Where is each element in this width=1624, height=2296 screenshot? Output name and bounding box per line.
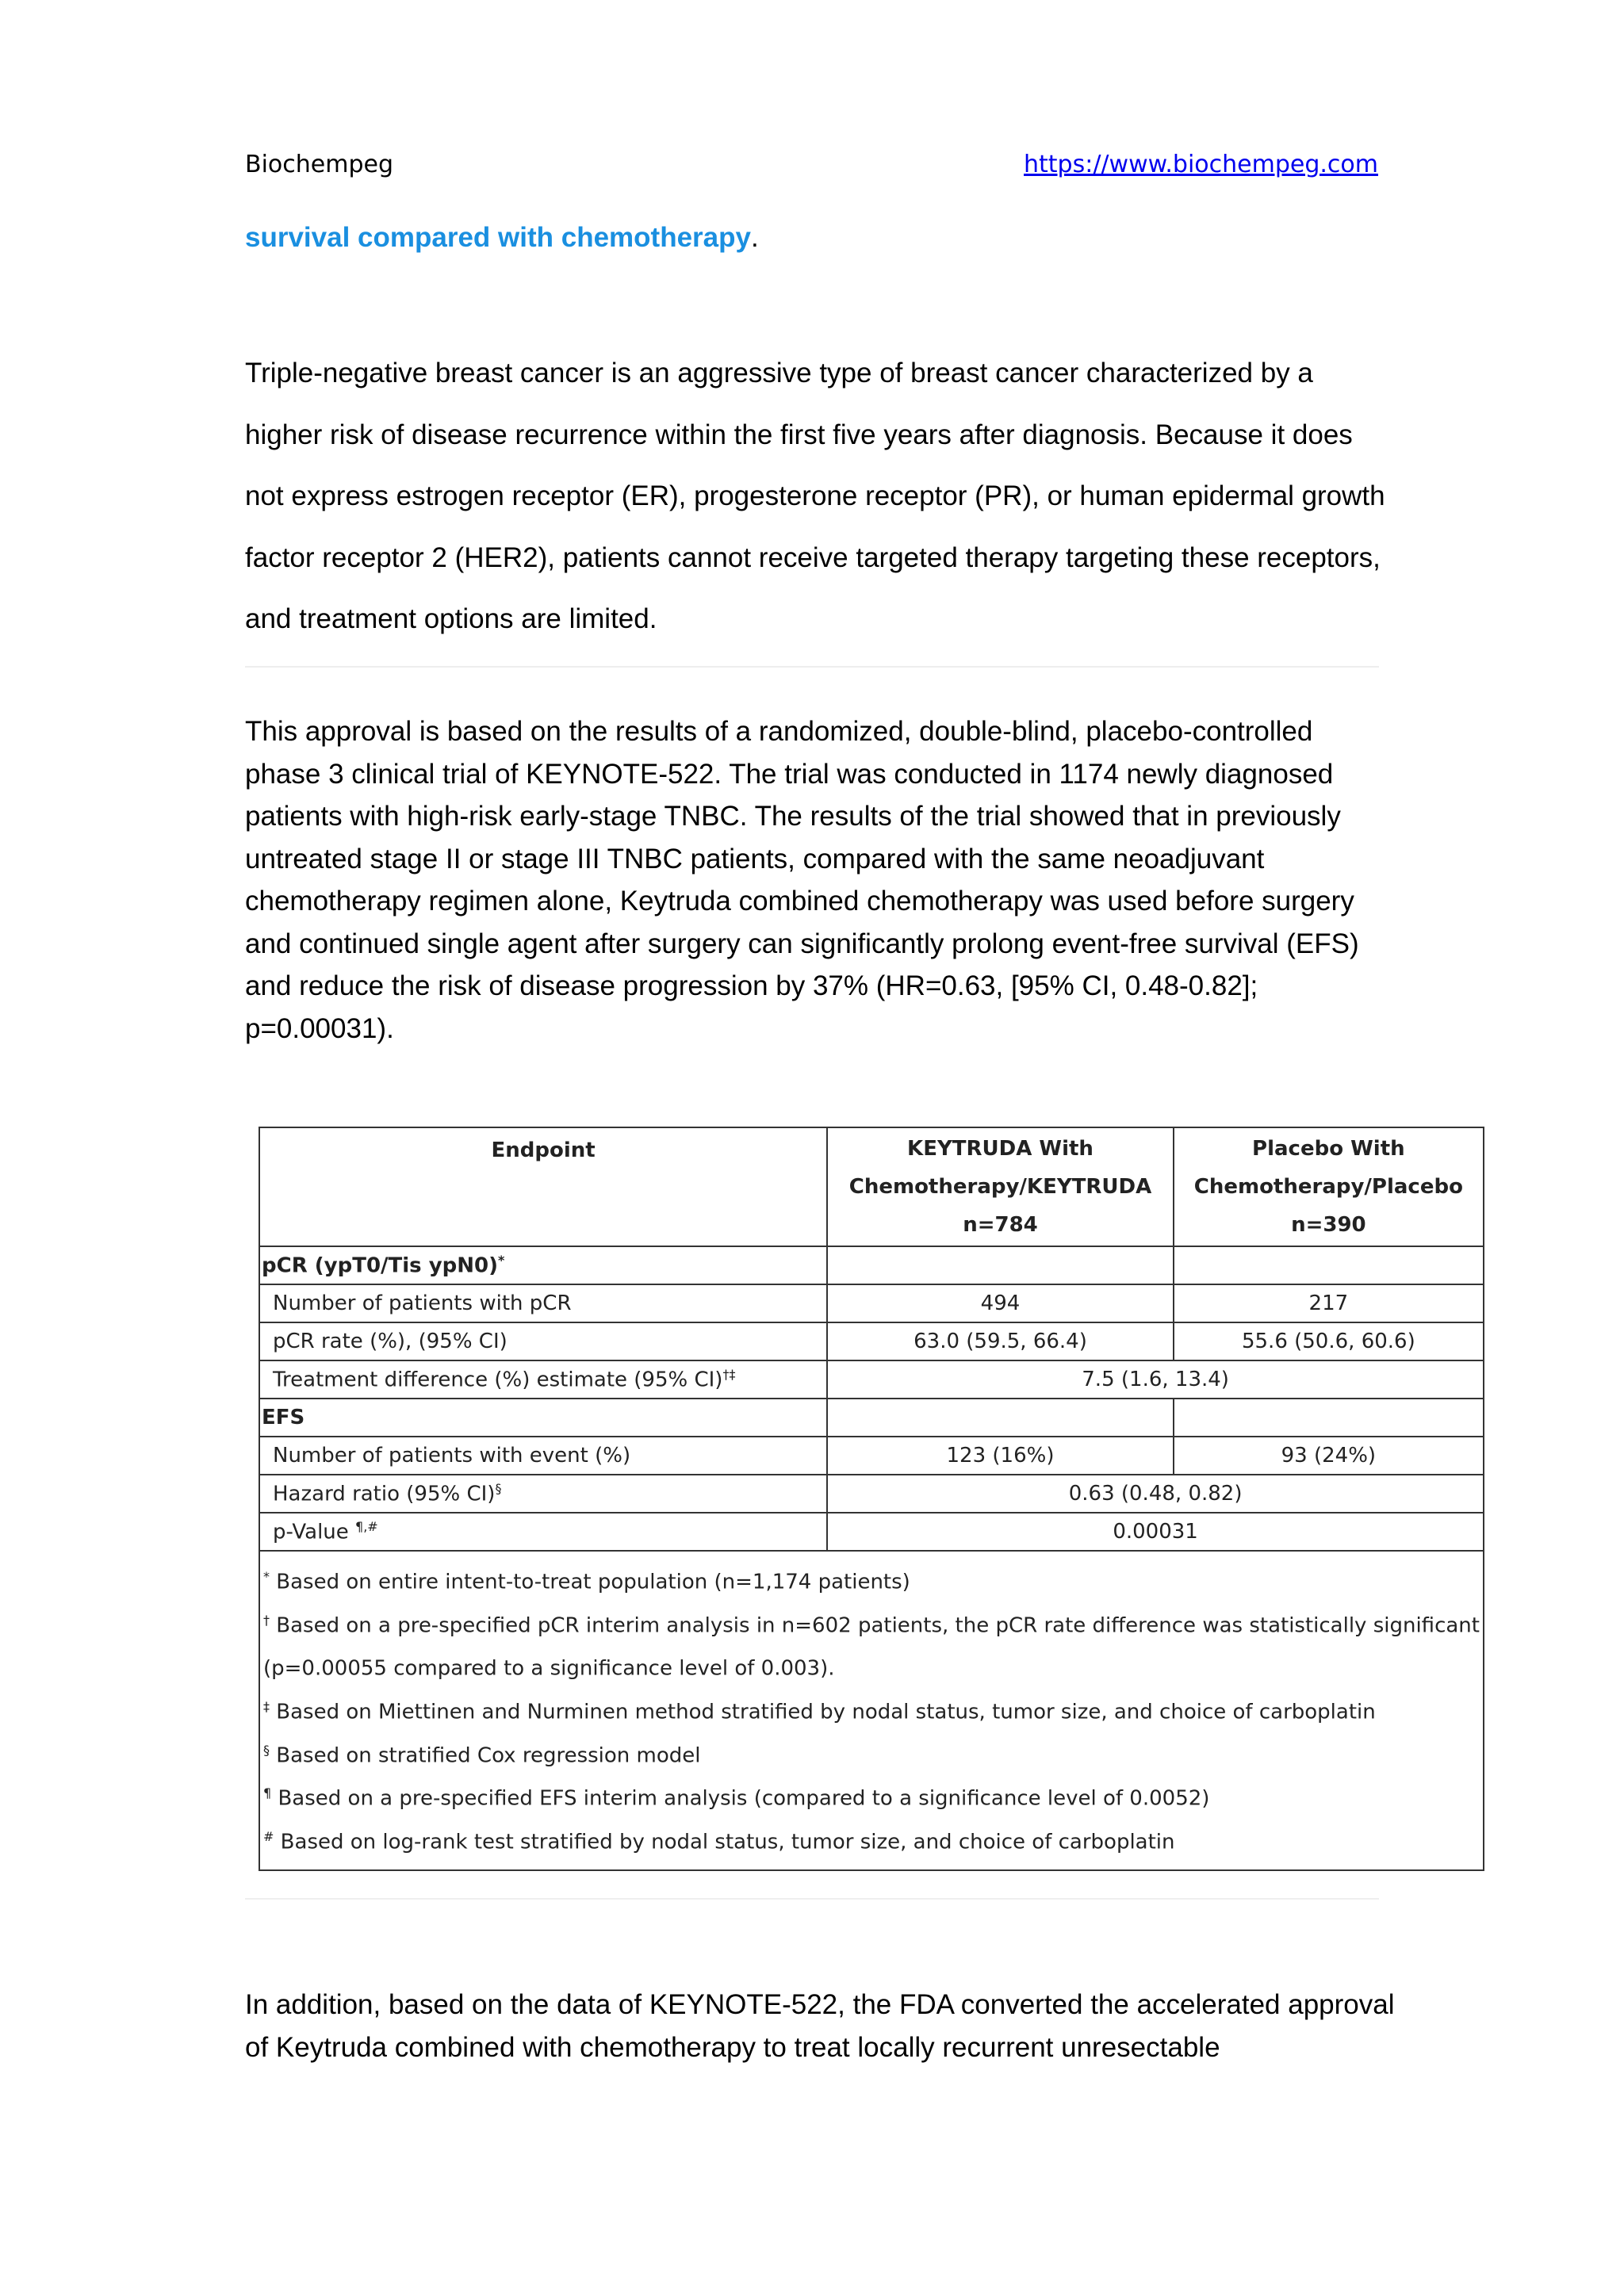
intro-line (245, 222, 759, 254)
footnote: (p=0.00055 compared to a significance level of 0.003). (263, 1656, 835, 1681)
results-table-image (259, 1127, 1480, 1871)
section-label: EFS (259, 1399, 827, 1437)
footnote: # Based on log-rank test stratified by nodal status, tumor size, and choice of carboplatin (263, 1828, 1175, 1854)
header-brand: Biochempeg (245, 151, 394, 178)
table-row: Hazard ratio (95% CI)§ 0.63 (0.48, 0.82) (259, 1475, 1484, 1513)
intro-highlight-link[interactable]: survival compared with chemotherapy (245, 222, 751, 253)
paragraph-approval: This approval is based on the results of a randomized, double-blind, placebo-controlled phase 3 clinical trial of KEYNOTE-522. The trial was conducted in 1174 newly diagnosed patients with high-risk early-stage TNBC. The results of the trial showed that in previously untreated stage II or stage III TNBC patients, compared with the same neoadjuvant chemotherapy regimen alone, Keytruda combined chemotherapy was used before surgery and continued single agent after surgery can significantly prolong event-free survival (EFS) and reduce the risk of disease progression by 37% (HR=0.63, [95% CI, 0.48-0.82]; p=0.00031). (245, 716, 1359, 1044)
footnote: * Based on entire intent-to-treat population (n=1,174 patients) (263, 1569, 910, 1594)
divider-2 (245, 1898, 1379, 1900)
header-placebo: Placebo With Chemotherapy/Placebo n=390 (1174, 1127, 1484, 1246)
footnotes-row (259, 1551, 1484, 1870)
table-row: Number of patients with event (%) 123 (16%) 93 (24%) (259, 1437, 1484, 1475)
header-url-link[interactable]: https://www.biochempeg.com (1024, 151, 1378, 178)
table-row: pCR rate (%), (95% CI) 63.0 (59.5, 66.4) 55.6 (50.6, 60.6) (259, 1322, 1484, 1360)
footnote: § Based on stratified Cox regression model (263, 1742, 701, 1768)
section-row-pcr: pCR (ypT0/Tis ypN0)* (259, 1246, 1484, 1284)
table-row: Treatment difference (%) estimate (95% CI)†‡ 7.5 (1.6, 13.4) (259, 1360, 1484, 1399)
header-endpoint: Endpoint (259, 1127, 827, 1246)
table-row: Number of patients with pCR 494 217 (259, 1284, 1484, 1322)
footnote: ¶ Based on a pre-specified EFS interim analysis (compared to a significance level of 0.0052) (263, 1785, 1210, 1811)
paragraph-accelerated-approval: In addition, based on the data of KEYNOTE-522, the FDA converted the accelerated approval of Keytruda combined with chemotherapy to treat locally recurrent unresectable (245, 1989, 1395, 2063)
footnote: ‡ Based on Miettinen and Nurminen method stratified by nodal status, tumor size, and choice of carboplatin (263, 1698, 1376, 1724)
section-row-efs (259, 1399, 1484, 1437)
results-table (259, 1127, 1484, 1871)
footnotes (259, 1551, 1484, 1870)
paragraph-tnbc: Triple-negative breast cancer is an aggressive type of breast cancer characterized by a higher risk of disease recurrence within the first five years after diagnosis. Because it does not express estrogen receptor (ER), progesterone receptor (PR), or human epidermal growth factor receptor 2 (HER2), patients cannot receive targeted therapy targeting these receptors, and treatment options are limited. (245, 358, 1385, 634)
section-label: pCR (ypT0/Tis ypN0) (262, 1253, 498, 1278)
table-header-row (259, 1127, 1484, 1246)
divider-1 (245, 666, 1379, 668)
table-row: p-Value ¶,# 0.00031 (259, 1513, 1484, 1551)
header-keytruda: KEYTRUDA With Chemotherapy/KEYTRUDA n=784 (827, 1127, 1174, 1246)
intro-end: . (750, 222, 759, 253)
footnote: † Based on a pre-specified pCR interim analysis in n=602 patients, the pCR rate difference was statistically significant (263, 1612, 1480, 1638)
